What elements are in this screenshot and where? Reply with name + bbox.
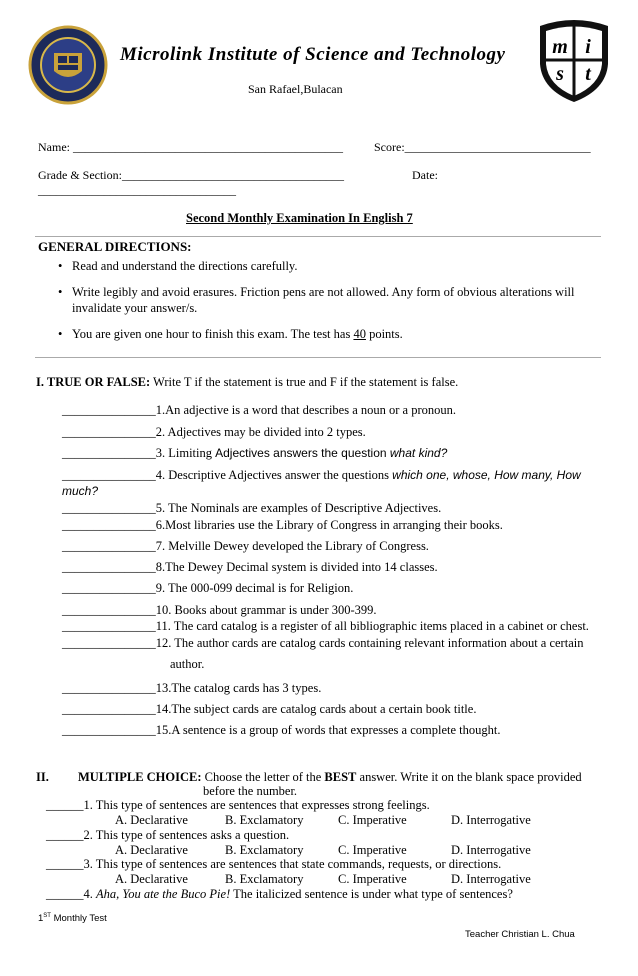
mist-shield-logo — [538, 18, 610, 104]
mc-options-1 — [115, 813, 575, 828]
mc-question-2 — [46, 828, 606, 843]
tf-item-text: 7. Melville Dewey developed the Library of Congress. — [155, 539, 429, 553]
best-keyword: BEST — [324, 770, 357, 784]
answer-blank[interactable]: _______________ — [62, 619, 156, 633]
footer-test-label — [38, 913, 107, 924]
part2-instruction-b: answer. Write it on the blank space provided — [356, 770, 582, 784]
option-d[interactable]: D. Interrogative — [451, 843, 531, 857]
direction-item — [38, 326, 598, 342]
tf-item-12 — [62, 635, 602, 651]
mc-question-italic: Aha, You ate the Buco Pie! — [96, 887, 231, 901]
points-suffix: points. — [365, 327, 403, 341]
footer-teacher: Teacher Christian L. Chua — [465, 929, 575, 940]
tf-item-10 — [62, 602, 602, 618]
tf-item-text: 8.The Dewey Decimal system is divided into 14 classes. — [155, 560, 438, 574]
answer-blank[interactable]: _______________ — [62, 702, 156, 716]
answer-blank[interactable]: _______________ — [62, 681, 156, 695]
date-blank[interactable]: _________________________________ — [38, 183, 236, 197]
tf-item-italic: which one, whose, How many, How much? — [62, 468, 581, 498]
tf-item-text: 14.The subject cards are catalog cards about a certain book title. — [155, 702, 477, 716]
mc-question-3 — [46, 857, 606, 872]
part2-title: MULTIPLE CHOICE: — [78, 770, 202, 784]
grade-section-field[interactable] — [38, 168, 344, 183]
mc-question-text: The italicized sentence is under what type of sentences? — [230, 887, 513, 901]
answer-blank[interactable]: _______________ — [62, 581, 156, 595]
tf-item-text: 11. The card catalog is a register of all bibliographic items placed in a cabinet or chest. — [155, 619, 589, 633]
school-seal-logo — [28, 25, 108, 105]
tf-item-15 — [62, 722, 602, 738]
option-d[interactable]: D. Interrogative — [451, 813, 531, 827]
tf-item-3 — [62, 445, 602, 461]
divider-top — [35, 236, 601, 237]
school-location: San Rafael,Bulacan — [248, 82, 343, 96]
answer-blank[interactable]: _______________ — [62, 468, 156, 482]
answer-blank[interactable]: _______________ — [62, 403, 156, 417]
answer-blank[interactable]: _______________ — [62, 539, 156, 553]
part1-instruction: Write T if the statement is true and F if the statement is false. — [150, 375, 459, 389]
mc-question-4 — [46, 887, 606, 902]
part1-heading — [36, 375, 606, 390]
tf-item-7 — [62, 538, 602, 554]
direction-item: • Write legibly and avoid erasures. Friction pens are not allowed. Any form of obvious alterations will invalidate your answer/s. — [38, 284, 598, 316]
tf-item-12-continuation: author. — [170, 657, 205, 671]
answer-blank[interactable]: _______________ — [62, 723, 156, 737]
tf-item-text: 5. The Nominals are examples of Descriptive Adjectives. — [155, 501, 442, 515]
tf-item-text: 13.The catalog cards has 3 types. — [155, 681, 322, 695]
directions-list — [38, 258, 598, 352]
school-name-banner: Microlink Institute of Science and Technology — [120, 44, 506, 65]
answer-blank[interactable]: _______________ — [62, 636, 156, 650]
mc-question-text: 3. This type of sentences are sentences that state commands, requests, or directions. — [83, 857, 502, 871]
mc-question-1 — [46, 798, 606, 813]
answer-blank[interactable]: _______________ — [62, 560, 156, 574]
mc-options-2 — [115, 843, 575, 858]
tf-item-text: 10. Books about grammar is under 300-399. — [155, 603, 377, 617]
directions-heading: GENERAL DIRECTIONS: — [38, 239, 192, 254]
tf-item-text: 3. Limiting — [155, 446, 216, 460]
name-field[interactable] — [38, 140, 343, 155]
answer-blank[interactable]: _______________ — [62, 425, 156, 439]
tf-item-8 — [62, 559, 602, 575]
tf-item-text: 9. The 000-099 decimal is for Religion. — [155, 581, 354, 595]
grade-section-label: Grade & Section: — [38, 168, 122, 182]
answer-blank[interactable]: _______________ — [62, 603, 156, 617]
mc-question-text: 1. This type of sentences are sentences that expresses strong feelings. — [83, 798, 430, 812]
option-b[interactable]: B. Exclamatory — [225, 872, 304, 886]
part2-instruction: Choose the letter of the — [201, 770, 325, 784]
option-d[interactable]: D. Interrogative — [451, 872, 531, 886]
score-blank[interactable]: _______________________________ — [404, 140, 591, 154]
tf-item-2 — [62, 424, 602, 440]
tf-item-11 — [62, 618, 602, 634]
tf-item-13 — [62, 680, 602, 696]
mc-question-text: 2. This type of sentences asks a question. — [83, 828, 290, 842]
tf-item-9 — [62, 580, 602, 596]
logo-letter: m — [552, 36, 568, 58]
tf-item-text: 1.An adjective is a word that describes a noun or a pronoun. — [155, 403, 457, 417]
mc-options-3 — [115, 872, 575, 887]
tf-item-text-sans: Adjectives answers the question — [215, 446, 390, 460]
mc-question-num: 4. — [83, 887, 96, 901]
tf-item-1 — [62, 402, 568, 418]
footer-sup: ST — [43, 913, 51, 919]
answer-blank[interactable]: ______ — [46, 887, 84, 901]
option-b[interactable]: B. Exclamatory — [225, 843, 304, 857]
option-a[interactable]: A. Declarative — [115, 872, 188, 886]
tf-item-italic: what kind? — [389, 446, 448, 460]
option-c[interactable]: C. Imperative — [338, 843, 407, 857]
answer-blank[interactable]: ______ — [46, 828, 84, 842]
exam-title: Second Monthly Examination In English 7 — [186, 211, 413, 225]
option-c[interactable]: C. Imperative — [338, 813, 407, 827]
name-label: Name: — [38, 140, 70, 154]
part2-numeral: II. — [36, 770, 49, 784]
option-c[interactable]: C. Imperative — [338, 872, 407, 886]
option-b[interactable]: B. Exclamatory — [225, 813, 304, 827]
tf-item-text: 12. The author cards are catalog cards containing relevant information about a certain — [155, 636, 584, 650]
tf-item-5 — [62, 500, 602, 516]
logo-letter: s — [556, 63, 564, 85]
direction-item: • Read and understand the directions carefully. — [38, 258, 598, 274]
direction-text: You are given one hour to finish this exam. The test has — [72, 327, 354, 341]
tf-item-14 — [62, 701, 602, 717]
part1-title: I. TRUE OR FALSE: — [36, 375, 151, 389]
divider-bottom — [35, 357, 601, 358]
tf-item-text: 2. Adjectives may be divided into 2 types. — [155, 425, 366, 439]
date-field[interactable] — [412, 168, 438, 183]
option-a[interactable]: A. Declarative — [115, 843, 188, 857]
score-label: Score: — [374, 140, 405, 154]
name-blank[interactable]: _____________________________________________ — [73, 140, 343, 154]
part2-heading — [78, 770, 603, 785]
logo-letter: i — [585, 36, 591, 58]
points-value: 40 — [353, 327, 366, 341]
grade-section-blank[interactable]: _____________________________________ — [121, 168, 344, 182]
answer-blank[interactable]: ______ — [46, 857, 84, 871]
tf-item-6 — [62, 517, 602, 533]
footer-num: 1 — [38, 913, 44, 925]
option-a[interactable]: A. Declarative — [115, 813, 188, 827]
answer-blank[interactable]: _______________ — [62, 518, 156, 532]
part2-instruction-cont: before the number. — [203, 784, 298, 798]
footer-label: Monthly Test — [50, 913, 107, 925]
logo-letter: t — [585, 63, 591, 85]
date-label: Date: — [412, 168, 438, 182]
score-field[interactable] — [374, 140, 591, 155]
tf-item-4 — [62, 467, 602, 499]
answer-blank[interactable]: _______________ — [62, 501, 156, 515]
tf-item-text: 15.A sentence is a group of words that expresses a complete thought. — [155, 723, 501, 737]
tf-item-text: 4. Descriptive Adjectives answer the questions — [155, 468, 393, 482]
answer-blank[interactable]: _______________ — [62, 446, 156, 460]
answer-blank[interactable]: ______ — [46, 798, 84, 812]
tf-item-text: 6.Most libraries use the Library of Congress in arranging their books. — [155, 518, 503, 532]
